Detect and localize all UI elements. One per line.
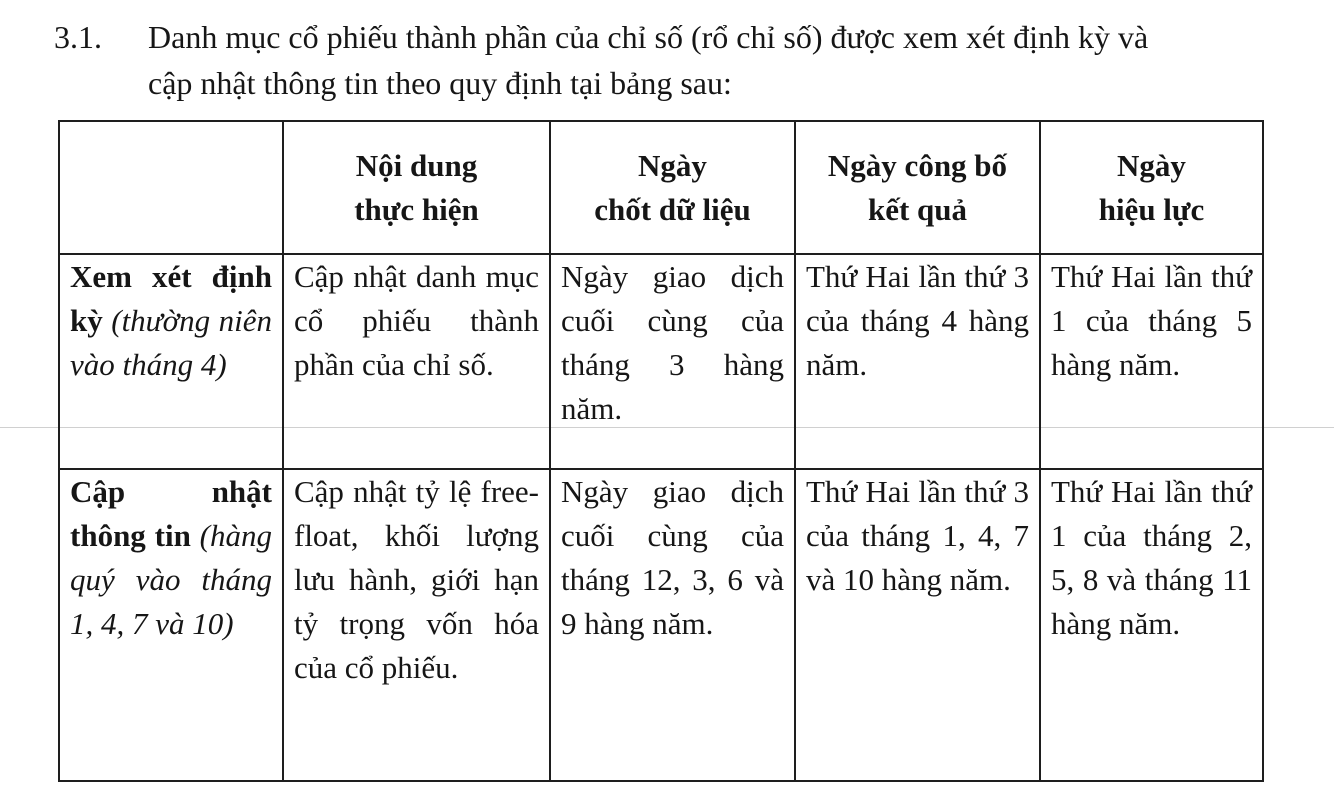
header-cutoff-date (550, 121, 795, 254)
row-period-title: Xem xét định kỳ (70, 259, 272, 338)
index-review-schedule-table (58, 120, 1264, 782)
row-period-note: (thường niên vào tháng 4) (70, 303, 273, 382)
section-number: 3.1. (54, 19, 102, 55)
header-blank-cell (59, 121, 283, 254)
row-period-cell (59, 254, 283, 469)
row-period-note: (hàng quý vào tháng 1, 4, 7 và 10) (70, 518, 272, 641)
table-header-row (59, 121, 1263, 254)
row-announce-cell: Thứ Hai lần thứ 3 của tháng 4 hàng năm. (795, 254, 1040, 469)
header-cutoff-line2: chốt dữ liệu (594, 191, 751, 227)
table-row (59, 469, 1263, 781)
section-text-line1: Danh mục cổ phiếu thành phần của chỉ số (rổ chỉ số) được xem xét định kỳ và (148, 19, 1149, 55)
header-effective-line2: hiệu lực (1098, 191, 1205, 227)
row-cutoff-cell: Ngày giao dịch cuối cùng của tháng 12, 3, 6 và 9 hàng năm. (550, 469, 795, 781)
row-period-cell (59, 469, 283, 781)
header-effective-line1: Ngày (1117, 147, 1186, 183)
row-content-cell: Cập nhật danh mục cổ phiếu thành phần của chỉ số. (283, 254, 550, 469)
header-content-line2: thực hiện (354, 191, 479, 227)
section-text-line2: cập nhật thông tin theo quy định tại bảng sau: (148, 65, 732, 101)
row-cutoff-cell: Ngày giao dịch cuối cùng của tháng 3 hàng năm. (550, 254, 795, 469)
header-announce-date (795, 121, 1040, 254)
header-announce-line1: Ngày công bố (827, 147, 1008, 183)
header-content (283, 121, 550, 254)
header-content-line1: Nội dung (355, 147, 478, 183)
row-period-title: Cập nhật thông tin (70, 474, 272, 553)
row-effective-cell: Thứ Hai lần thứ 1 của tháng 2, 5, 8 và tháng 11 hàng năm. (1040, 469, 1263, 781)
header-effective-date (1040, 121, 1263, 254)
table-row (59, 254, 1263, 469)
header-announce-line2: kết quả (867, 191, 968, 227)
row-announce-cell: Thứ Hai lần thứ 3 của tháng 1, 4, 7 và 10 hàng năm. (795, 469, 1040, 781)
row-effective-cell: Thứ Hai lần thứ 1 của tháng 5 hàng năm. (1040, 254, 1263, 469)
header-cutoff-line1: Ngày (638, 147, 707, 183)
row-content-cell: Cập nhật tỷ lệ free-float, khối lượng lưu hành, giới hạn tỷ trọng vốn hóa của cổ phiếu. (283, 469, 550, 781)
